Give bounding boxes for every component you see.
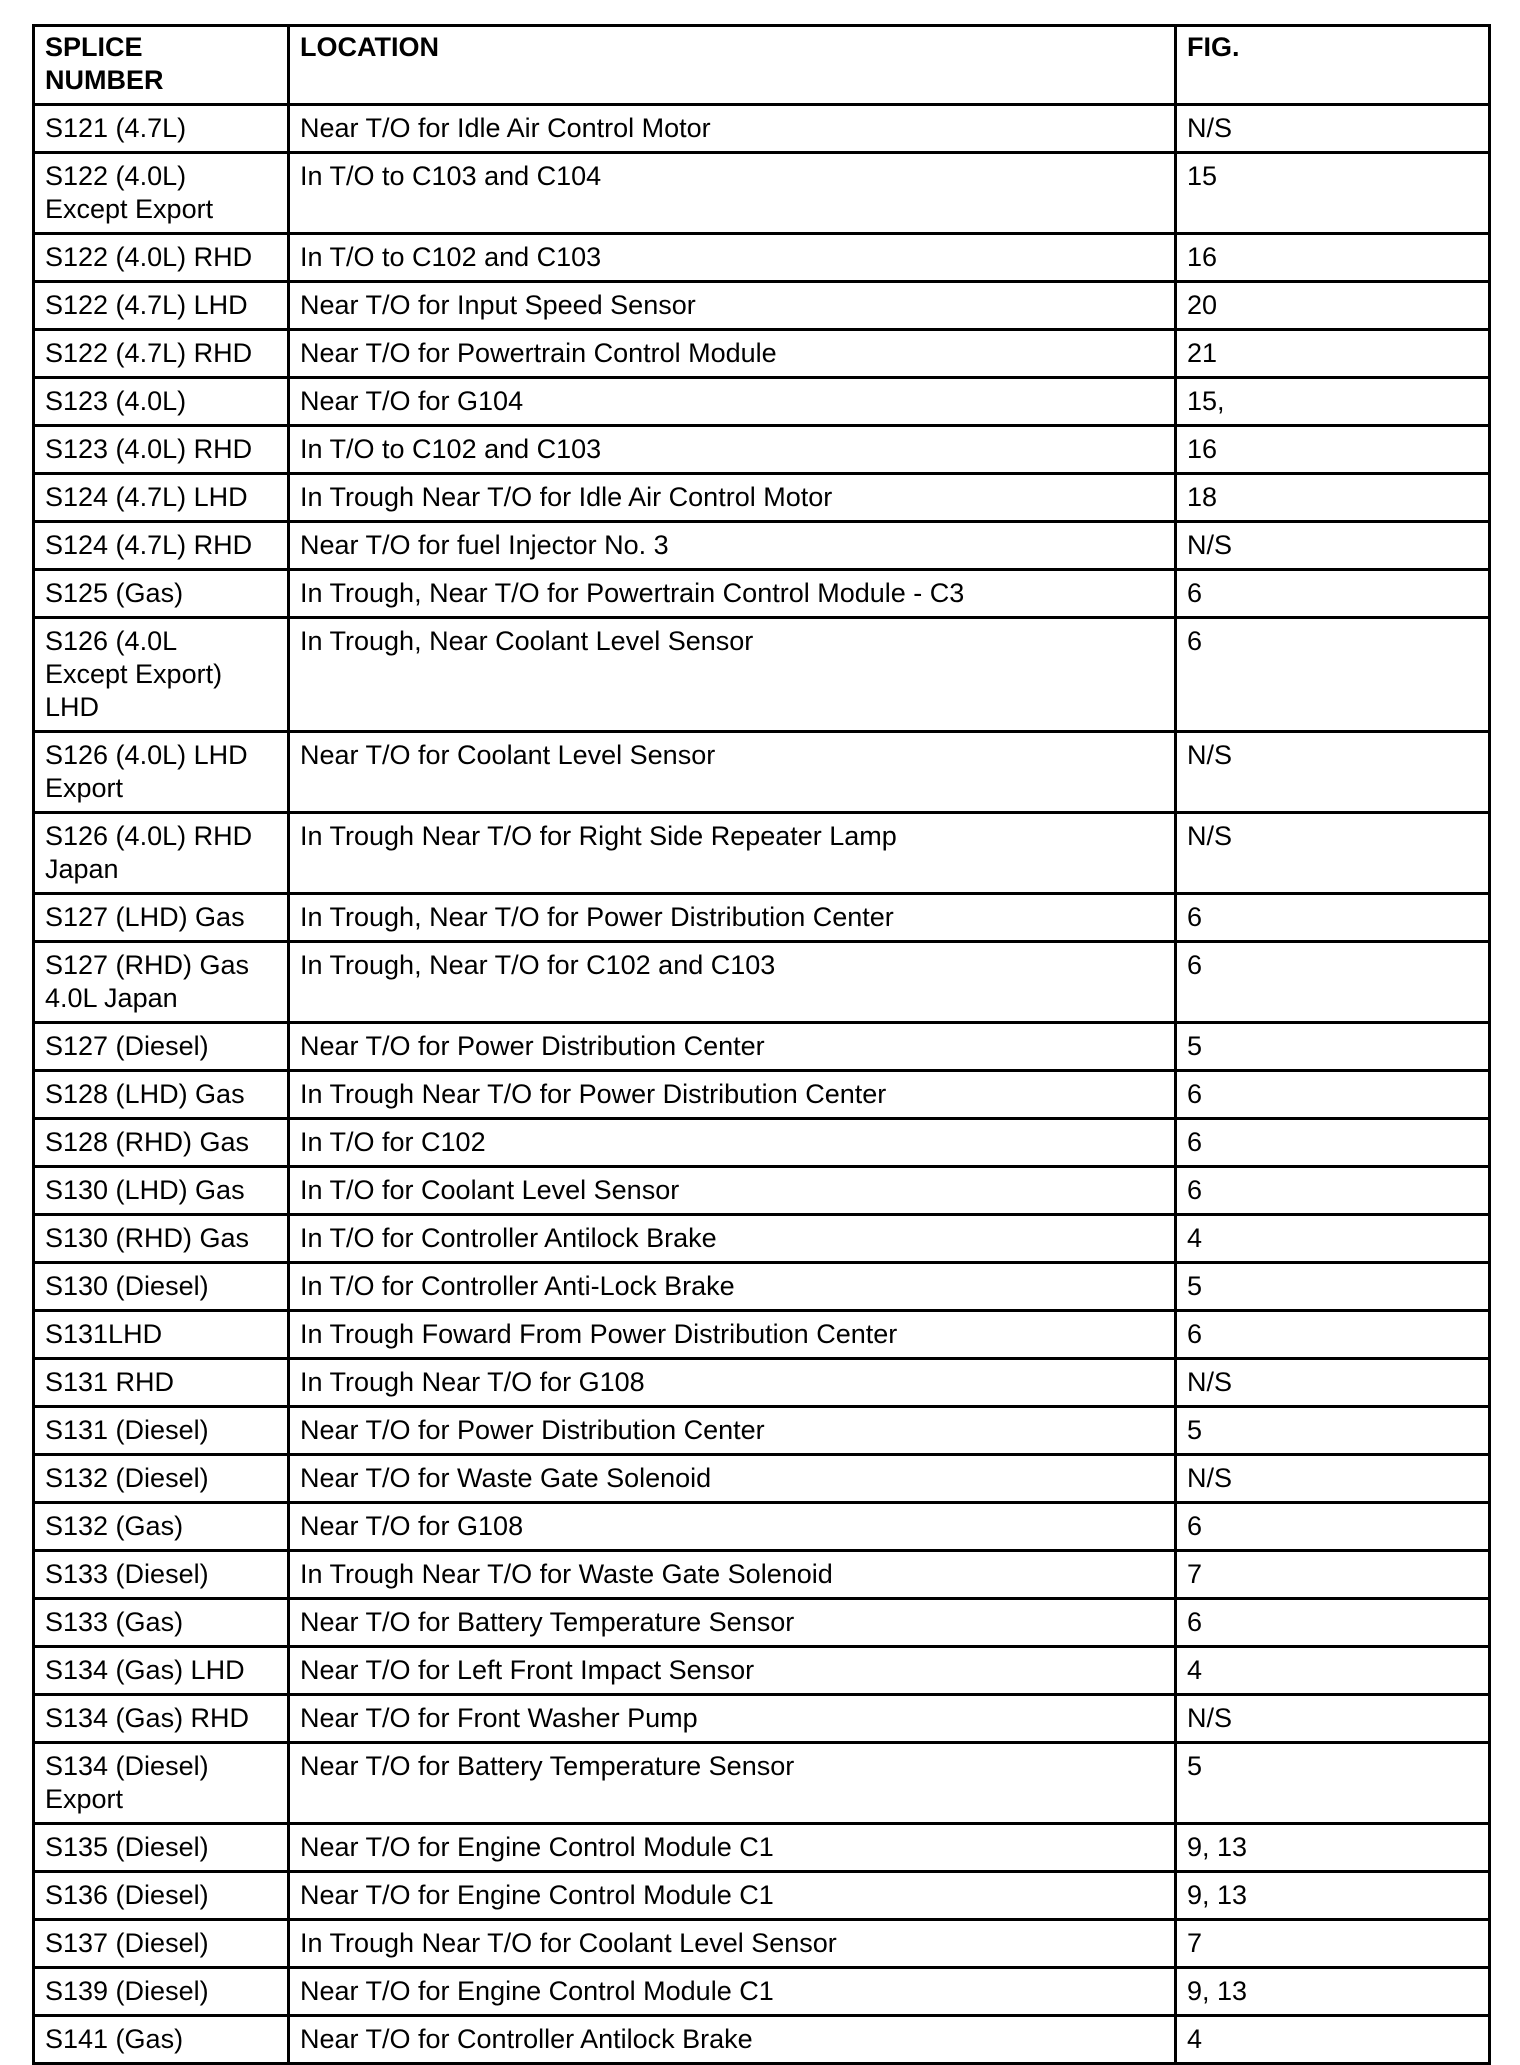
splice-number-cell: S122 (4.7L) RHD <box>34 330 289 378</box>
table-row <box>34 942 1490 1023</box>
location-cell: Near T/O for G108 <box>289 1503 1176 1551</box>
fig-cell: 4 <box>1176 2016 1490 2064</box>
splice-number-cell: S122 (4.0L) RHD <box>34 234 289 282</box>
location-cell: In T/O to C102 and C103 <box>289 234 1176 282</box>
splice-number-cell: S126 (4.0L Except Export) LHD <box>34 618 289 732</box>
splice-number-cell: S122 (4.7L) LHD <box>34 282 289 330</box>
table-row <box>34 1503 1490 1551</box>
location-cell: In T/O for Controller Antilock Brake <box>289 1215 1176 1263</box>
splice-number-cell: S141 (Gas) <box>34 2016 289 2064</box>
location-cell: In Trough Near T/O for Waste Gate Solenoid <box>289 1551 1176 1599</box>
table-row <box>34 1119 1490 1167</box>
splice-number-cell: S131LHD <box>34 1311 289 1359</box>
location-cell: Near T/O for Waste Gate Solenoid <box>289 1455 1176 1503</box>
splice-number-cell: S126 (4.0L) RHD Japan <box>34 813 289 894</box>
splice-number-cell: S126 (4.0L) LHD Export <box>34 732 289 813</box>
location-cell: In T/O for C102 <box>289 1119 1176 1167</box>
location-cell: Near T/O for Powertrain Control Module <box>289 330 1176 378</box>
table-row <box>34 522 1490 570</box>
fig-cell: 6 <box>1176 1071 1490 1119</box>
location-cell: Near T/O for Idle Air Control Motor <box>289 105 1176 153</box>
splice-number-cell: S133 (Gas) <box>34 1599 289 1647</box>
splice-number-cell: S135 (Diesel) <box>34 1824 289 1872</box>
location-cell: Near T/O for Battery Temperature Sensor <box>289 1743 1176 1824</box>
table-row <box>34 330 1490 378</box>
fig-cell: N/S <box>1176 1695 1490 1743</box>
table-row <box>34 378 1490 426</box>
location-cell: In Trough, Near Coolant Level Sensor <box>289 618 1176 732</box>
location-cell: Near T/O for Controller Antilock Brake <box>289 2016 1176 2064</box>
table-row <box>34 153 1490 234</box>
splice-number-cell: S134 (Diesel) Export <box>34 1743 289 1824</box>
fig-cell: 6 <box>1176 894 1490 942</box>
table-row <box>34 732 1490 813</box>
location-cell: In T/O to C102 and C103 <box>289 426 1176 474</box>
fig-cell: 15, <box>1176 378 1490 426</box>
table-row <box>34 1743 1490 1824</box>
splice-number-cell: S125 (Gas) <box>34 570 289 618</box>
table-row <box>34 813 1490 894</box>
fig-cell: 5 <box>1176 1023 1490 1071</box>
fig-cell: 5 <box>1176 1743 1490 1824</box>
splice-number-cell: S131 (Diesel) <box>34 1407 289 1455</box>
splice-number-cell: S132 (Gas) <box>34 1503 289 1551</box>
table-row <box>34 1824 1490 1872</box>
location-cell: Near T/O for Left Front Impact Sensor <box>289 1647 1176 1695</box>
fig-cell: 16 <box>1176 234 1490 282</box>
splice-number-cell: S121 (4.7L) <box>34 105 289 153</box>
table-row <box>34 105 1490 153</box>
location-cell: In T/O for Controller Anti-Lock Brake <box>289 1263 1176 1311</box>
fig-cell: 16 <box>1176 426 1490 474</box>
splice-number-cell: S127 (Diesel) <box>34 1023 289 1071</box>
fig-cell: 21 <box>1176 330 1490 378</box>
table-row <box>34 618 1490 732</box>
location-cell: Near T/O for Power Distribution Center <box>289 1407 1176 1455</box>
table-row <box>34 2016 1490 2064</box>
fig-cell: 9, 13 <box>1176 1824 1490 1872</box>
fig-cell: 6 <box>1176 942 1490 1023</box>
table-row <box>34 1599 1490 1647</box>
header-splice-number: SPLICE NUMBER <box>34 26 289 105</box>
splice-location-table <box>32 24 1491 2065</box>
location-cell: In Trough Near T/O for Power Distribution Center <box>289 1071 1176 1119</box>
location-cell: Near T/O for Power Distribution Center <box>289 1023 1176 1071</box>
fig-cell: 15 <box>1176 153 1490 234</box>
fig-cell: 6 <box>1176 570 1490 618</box>
table-row <box>34 282 1490 330</box>
fig-cell: N/S <box>1176 813 1490 894</box>
table-row <box>34 1455 1490 1503</box>
fig-cell: 4 <box>1176 1215 1490 1263</box>
splice-number-cell: S132 (Diesel) <box>34 1455 289 1503</box>
fig-cell: 9, 13 <box>1176 1968 1490 2016</box>
splice-number-cell: S134 (Gas) RHD <box>34 1695 289 1743</box>
table-row <box>34 894 1490 942</box>
table-row <box>34 1359 1490 1407</box>
fig-cell: N/S <box>1176 105 1490 153</box>
location-cell: In Trough Foward From Power Distribution Center <box>289 1311 1176 1359</box>
header-location: LOCATION <box>289 26 1176 105</box>
table-row <box>34 1167 1490 1215</box>
splice-number-cell: S130 (LHD) Gas <box>34 1167 289 1215</box>
fig-cell: 6 <box>1176 1119 1490 1167</box>
location-cell: Near T/O for G104 <box>289 378 1176 426</box>
fig-cell: N/S <box>1176 732 1490 813</box>
location-cell: In Trough, Near T/O for Power Distribution Center <box>289 894 1176 942</box>
fig-cell: N/S <box>1176 1359 1490 1407</box>
location-cell: In T/O for Coolant Level Sensor <box>289 1167 1176 1215</box>
fig-cell: 6 <box>1176 1167 1490 1215</box>
splice-number-cell: S136 (Diesel) <box>34 1872 289 1920</box>
location-cell: Near T/O for Coolant Level Sensor <box>289 732 1176 813</box>
location-cell: Near T/O for Engine Control Module C1 <box>289 1824 1176 1872</box>
table-body <box>34 105 1490 2064</box>
fig-cell: 18 <box>1176 474 1490 522</box>
table-row <box>34 1311 1490 1359</box>
table-row <box>34 1407 1490 1455</box>
fig-cell: 9, 13 <box>1176 1872 1490 1920</box>
table-row <box>34 474 1490 522</box>
table-row <box>34 234 1490 282</box>
table-row <box>34 1023 1490 1071</box>
splice-number-cell: S128 (LHD) Gas <box>34 1071 289 1119</box>
fig-cell: 20 <box>1176 282 1490 330</box>
location-cell: In Trough Near T/O for Idle Air Control Motor <box>289 474 1176 522</box>
location-cell: Near T/O for Front Washer Pump <box>289 1695 1176 1743</box>
table-row <box>34 1872 1490 1920</box>
table-row <box>34 1968 1490 2016</box>
header-fig: FIG. <box>1176 26 1490 105</box>
table-row <box>34 570 1490 618</box>
fig-cell: N/S <box>1176 1455 1490 1503</box>
table-row <box>34 1215 1490 1263</box>
splice-number-cell: S124 (4.7L) LHD <box>34 474 289 522</box>
splice-number-cell: S131 RHD <box>34 1359 289 1407</box>
splice-number-cell: S123 (4.0L) <box>34 378 289 426</box>
splice-number-cell: S130 (RHD) Gas <box>34 1215 289 1263</box>
splice-number-cell: S124 (4.7L) RHD <box>34 522 289 570</box>
splice-number-cell: S139 (Diesel) <box>34 1968 289 2016</box>
location-cell: Near T/O for fuel Injector No. 3 <box>289 522 1176 570</box>
fig-cell: 6 <box>1176 1599 1490 1647</box>
table-row <box>34 1071 1490 1119</box>
fig-cell: 5 <box>1176 1407 1490 1455</box>
splice-number-cell: S128 (RHD) Gas <box>34 1119 289 1167</box>
location-cell: In T/O to C103 and C104 <box>289 153 1176 234</box>
table-row <box>34 1647 1490 1695</box>
fig-cell: 7 <box>1176 1551 1490 1599</box>
fig-cell: N/S <box>1176 522 1490 570</box>
location-cell: In Trough Near T/O for G108 <box>289 1359 1176 1407</box>
splice-number-cell: S137 (Diesel) <box>34 1920 289 1968</box>
location-cell: In Trough, Near T/O for C102 and C103 <box>289 942 1176 1023</box>
table-row <box>34 1695 1490 1743</box>
splice-number-cell: S133 (Diesel) <box>34 1551 289 1599</box>
fig-cell: 7 <box>1176 1920 1490 1968</box>
location-cell: Near T/O for Input Speed Sensor <box>289 282 1176 330</box>
splice-number-cell: S127 (LHD) Gas <box>34 894 289 942</box>
splice-number-cell: S122 (4.0L) Except Export <box>34 153 289 234</box>
table-row <box>34 426 1490 474</box>
location-cell: In Trough Near T/O for Right Side Repeater Lamp <box>289 813 1176 894</box>
splice-number-cell: S130 (Diesel) <box>34 1263 289 1311</box>
location-cell: Near T/O for Engine Control Module C1 <box>289 1872 1176 1920</box>
location-cell: Near T/O for Engine Control Module C1 <box>289 1968 1176 2016</box>
table-row <box>34 1263 1490 1311</box>
table-row <box>34 1551 1490 1599</box>
fig-cell: 6 <box>1176 1503 1490 1551</box>
table-row <box>34 1920 1490 1968</box>
splice-number-cell: S123 (4.0L) RHD <box>34 426 289 474</box>
splice-number-cell: S127 (RHD) Gas 4.0L Japan <box>34 942 289 1023</box>
fig-cell: 6 <box>1176 1311 1490 1359</box>
location-cell: In Trough Near T/O for Coolant Level Sensor <box>289 1920 1176 1968</box>
fig-cell: 5 <box>1176 1263 1490 1311</box>
fig-cell: 4 <box>1176 1647 1490 1695</box>
location-cell: In Trough, Near T/O for Powertrain Control Module - C3 <box>289 570 1176 618</box>
location-cell: Near T/O for Battery Temperature Sensor <box>289 1599 1176 1647</box>
splice-number-cell: S134 (Gas) LHD <box>34 1647 289 1695</box>
fig-cell: 6 <box>1176 618 1490 732</box>
table-header-row <box>34 26 1490 105</box>
